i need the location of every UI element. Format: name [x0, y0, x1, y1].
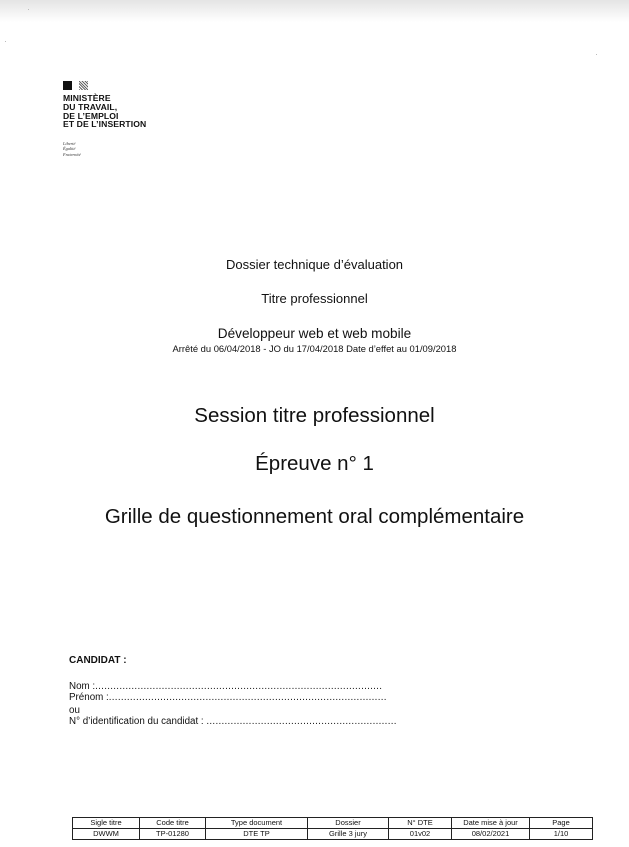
or-label: ou: [69, 705, 80, 716]
header-type-document: Type document: [206, 818, 308, 829]
document-type: Dossier technique d’évaluation: [225, 257, 404, 272]
motto-line: Fraternité: [63, 151, 81, 157]
nom-field[interactable]: [69, 681, 382, 692]
marianne-logo-icon: [63, 81, 91, 90]
value-date-mise-a-jour: 08/02/2021: [452, 829, 530, 840]
value-n-dte: 01v02: [389, 829, 452, 840]
value-code-titre: TP-01280: [140, 829, 206, 840]
prenom-label: Prénom :: [69, 692, 109, 703]
scan-speck: [28, 9, 29, 10]
header-date-mise-a-jour: Date mise à jour: [452, 818, 530, 829]
header-page: Page: [530, 818, 593, 829]
candidate-id-fill-line: ...............................................................: [206, 716, 397, 727]
scan-top-shadow: [0, 0, 629, 22]
value-sigle-titre: DWWM: [73, 829, 140, 840]
document-category: Titre professionnel: [261, 291, 368, 306]
session-heading: Session titre professionnel: [194, 404, 435, 427]
ministry-line: DE L’EMPLOI: [63, 110, 119, 121]
ministry-line: ET DE L’INSERTION: [63, 119, 147, 130]
header-code-titre: Code titre: [140, 818, 206, 829]
motto-line: Liberté: [63, 141, 76, 146]
scan-speck: [5, 41, 6, 42]
header-dossier: Dossier: [308, 818, 389, 829]
prenom-field[interactable]: [69, 692, 387, 703]
ministry-line: MINISTÈRE: [63, 93, 111, 103]
title-name: Développeur web et web mobile: [217, 326, 412, 341]
ministry-line: DU TRAVAIL,: [63, 101, 118, 112]
document-subtitle: Grille de questionnement oral complémentaire: [104, 505, 525, 528]
nom-label: Nom :: [69, 681, 96, 692]
table-row: [73, 829, 593, 840]
candidate-heading: CANDIDAT :: [69, 655, 127, 666]
prenom-fill-line: ............................................................................................: [108, 692, 387, 703]
candidate-id-field[interactable]: [69, 716, 397, 727]
value-dossier: Grille 3 jury: [308, 829, 389, 840]
ministry-name: [63, 94, 146, 129]
table-header-row: [73, 818, 593, 829]
nom-fill-line: ...............................................................................................: [95, 681, 383, 692]
value-page: 1/10: [530, 829, 593, 840]
scan-speck: [596, 54, 597, 55]
candidate-id-label: N° d’identification du candidat :: [69, 716, 204, 727]
header-n-dte: N° DTE: [389, 818, 452, 829]
republic-motto: [63, 141, 81, 157]
document-info-table: [72, 817, 593, 840]
exam-heading: Épreuve n° 1: [255, 452, 374, 475]
value-type-document: DTE TP: [206, 829, 308, 840]
motto-line: Égalité: [63, 146, 76, 152]
header-sigle-titre: Sigle titre: [73, 818, 140, 829]
decree-reference: Arrêté du 06/04/2018 - JO du 17/04/2018 Date d’effet au 01/09/2018: [172, 343, 457, 354]
